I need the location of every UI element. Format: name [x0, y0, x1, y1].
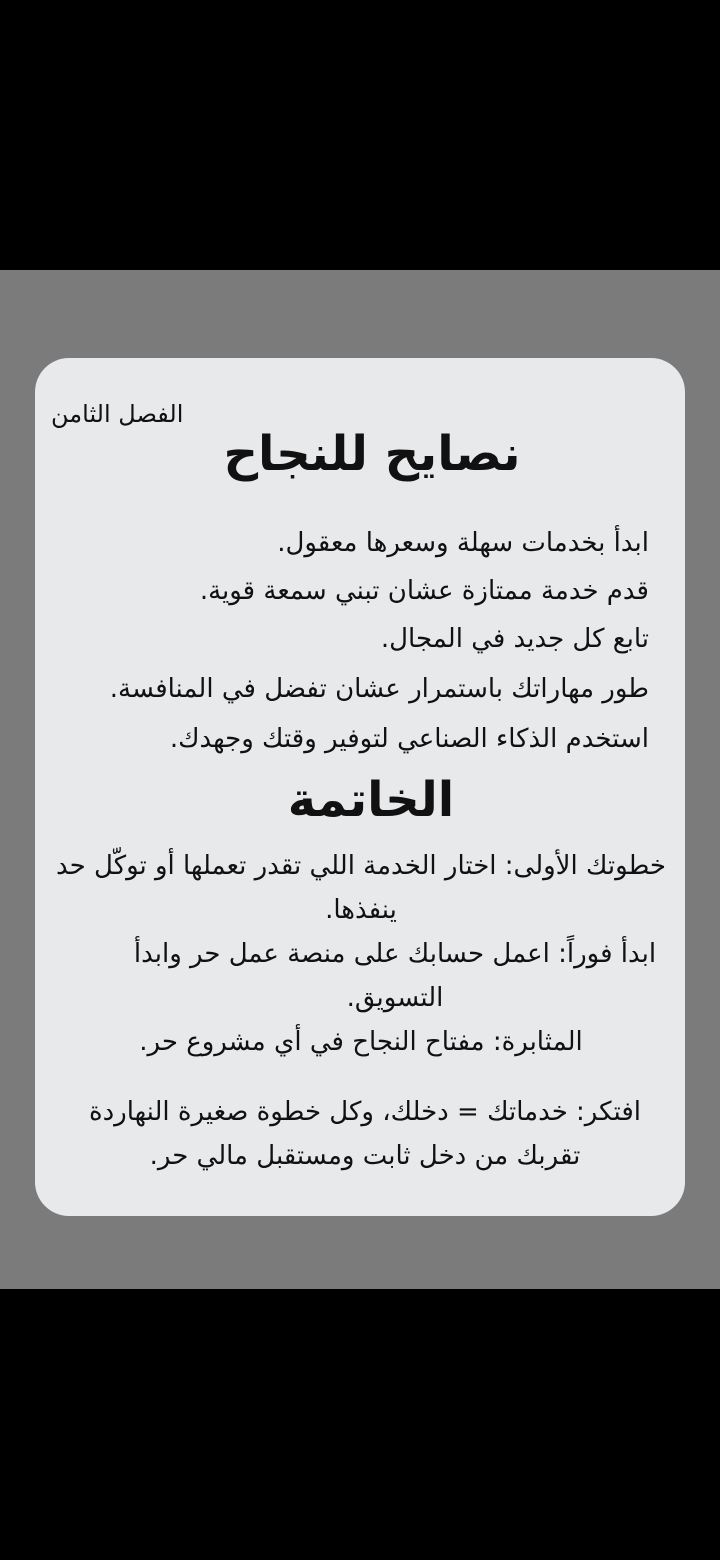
conclusion-step-1: خطوتك الأولى: اختار الخدمة اللي تقدر تعملها أو توكّل حد ينفذها. — [56, 851, 666, 925]
conclusion-step-2: ابدأ فوراً: اعمل حسابك على منصة عمل حر وابدأ التسويق. — [133, 939, 657, 1013]
conclusion-title: الخاتمة — [287, 772, 455, 828]
top-black-bar — [0, 0, 720, 270]
tip-item: استخدم الذكاء الصناعي لتوفير وقتك وجهدك. — [169, 724, 649, 754]
bottom-black-bar — [0, 1289, 720, 1560]
tip-item: طور مهاراتك باستمرار عشان تفضل في المنافسة. — [109, 674, 649, 704]
closing-note: افتكر: خدماتك = دخلك، وكل خطوة صغيرة النهاردة تقربك من دخل ثابت ومستقبل مالي حر. — [88, 1097, 642, 1171]
page-title: نصايح للنجاح — [223, 426, 521, 482]
content-card — [35, 358, 685, 1216]
tip-item: تابع كل جديد في المجال. — [380, 624, 649, 654]
conclusion-step-3: المثابرة: مفتاح النجاح في أي مشروع حر. — [139, 1027, 583, 1057]
tip-item: قدم خدمة ممتازة عشان تبني سمعة قوية. — [199, 576, 649, 606]
tip-item: ابدأ بخدمات سهلة وسعرها معقول. — [277, 528, 649, 558]
chapter-label: الفصل الثامن — [51, 400, 184, 428]
